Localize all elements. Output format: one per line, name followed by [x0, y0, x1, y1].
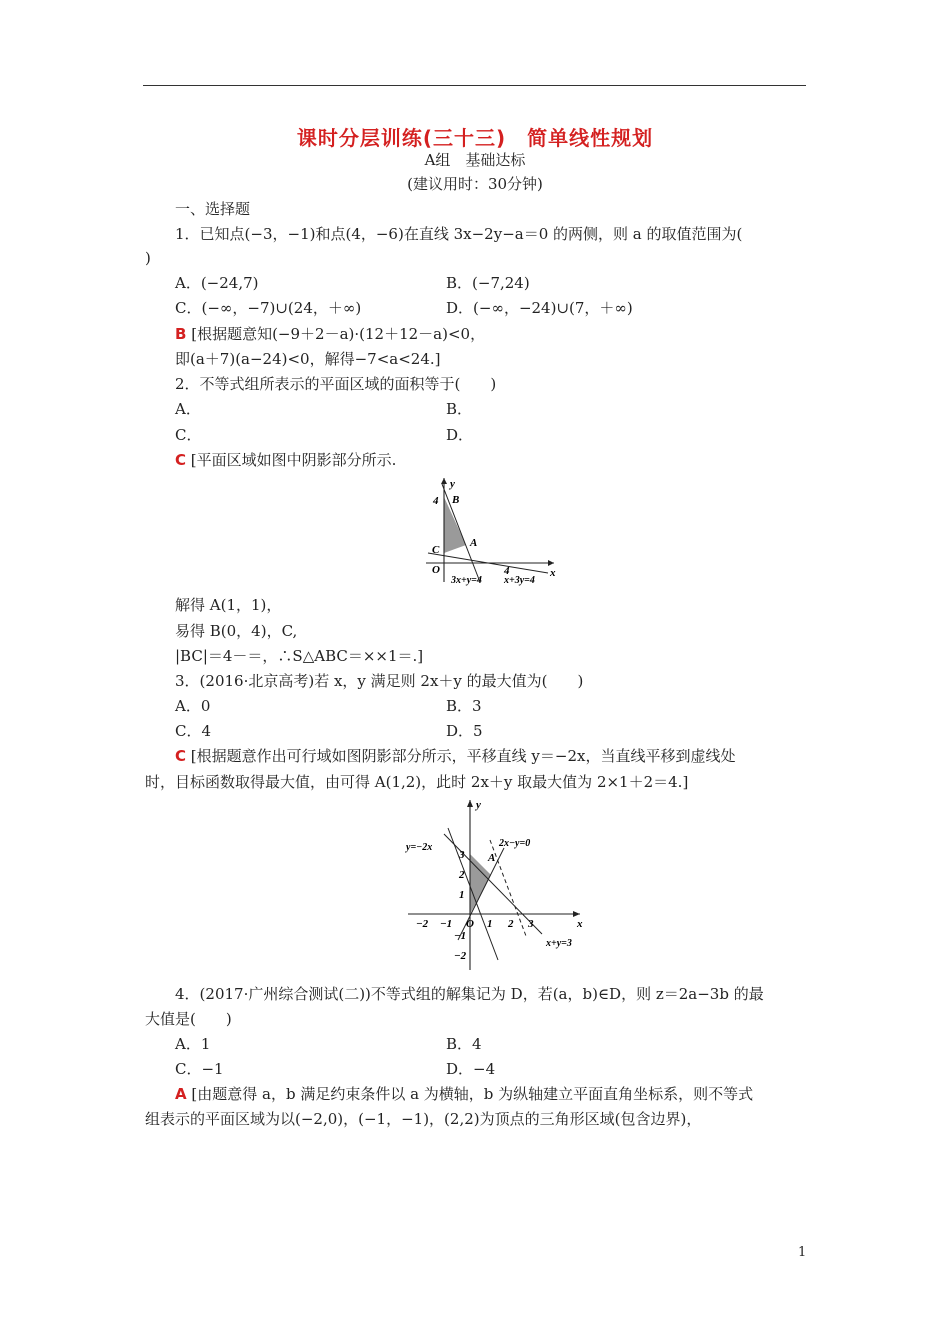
q2-figure: [420, 474, 560, 586]
q3-tick-y: −2: [454, 950, 467, 962]
q3-tick-x: −2: [416, 918, 429, 930]
q2-expl-line3: 易得 B(0，4)，C,: [175, 622, 298, 640]
q3-line-c-label: x+y=3: [546, 938, 572, 949]
q4-expl-line2: 组表示的平面区域为以(−2,0)，(−1，−1)，(2,2)为顶点的三角形区域(包含边界)，: [145, 1110, 702, 1128]
q3-option-b: B．3: [446, 697, 482, 715]
q4-option-c: C．−1: [175, 1060, 224, 1078]
q2-expl-line4: |BC|＝4－＝，∴S△ABC＝××1＝.]: [175, 647, 424, 665]
q3-expl-text: [根据题意作出可行域如图阴影部分所示，平移直线 y＝−2x，当直线平移到虚线处: [190, 747, 736, 765]
q3-label-y: y: [476, 799, 481, 811]
q4-expl-text: [由题意得 a，b 满足约束条件以 a 为横轴，b 为纵轴建立平面直角坐标系，则不等式: [191, 1085, 754, 1103]
q3-option-d: D．5: [446, 722, 483, 740]
q4-stem: 4．(2017·广州综合测试(二))不等式组的解集记为 D，若(a，b)∈D，则 z＝2a−3b 的最: [175, 985, 764, 1003]
q4-option-a: A．1: [175, 1035, 211, 1053]
q1-option-c: C．(−∞，−7)∪(24，＋∞): [175, 299, 362, 317]
q3-tick-x: −1: [440, 918, 453, 930]
q2-label-A: A: [470, 537, 478, 549]
q3-explanation: [175, 746, 735, 766]
q3-stem: 3．(2016·北京高考)若 x，y 满足则 2x＋y 的最大值为( ): [175, 672, 584, 690]
q3-tick-x: 1: [487, 918, 493, 930]
q2-expl-line2: 解得 A(1，1)，: [175, 596, 282, 614]
q3-line-a-label: y=−2x: [406, 842, 433, 853]
q1-option-a: A．(−24,7): [175, 274, 259, 292]
q1-stem-cont: ): [145, 249, 151, 267]
q3-tick-y: 2: [459, 869, 465, 881]
q2-label-x: x: [550, 567, 556, 579]
q3-option-a: A．0: [175, 697, 211, 715]
q2-answer: C: [175, 451, 187, 469]
q2-tick-4y: 4: [433, 495, 439, 507]
q2-tick-4x: 4: [504, 565, 510, 577]
q1-expl-text: [根据题意知(−9＋2－a)·(12＋12－a)<0，: [191, 325, 486, 343]
q4-stem-cont: 大值是( ): [145, 1010, 232, 1028]
q3-label-A: A: [488, 852, 496, 864]
time-note: (建议用时：30分钟): [407, 175, 543, 193]
q3-answer: C: [175, 747, 187, 765]
group-label: A组 基础达标: [424, 151, 526, 169]
q3-tick-x: 3: [528, 918, 534, 930]
q3-line-b-label: 2x−y=0: [499, 838, 531, 849]
q1-option-d: D．(−∞，−24)∪(7，＋∞): [446, 299, 633, 317]
q3-label-x: x: [577, 918, 583, 930]
q2-option-c: C．: [175, 426, 202, 444]
q2-label-C: C: [432, 544, 440, 556]
q2-line1-label: 3x+y=4: [451, 575, 482, 586]
section-heading: 一、选择题: [175, 200, 251, 218]
page-title: 课时分层训练(三十三) 简单线性规划: [296, 126, 654, 150]
q3-label-O: O: [466, 918, 474, 930]
q1-answer: B: [175, 325, 187, 343]
q4-option-b: B．4: [446, 1035, 482, 1053]
q1-stem: 1．已知点(−3，−1)和点(4，−6)在直线 3x−2y−a＝0 的两侧，则 a 的取值范围为(: [175, 225, 743, 243]
q3-figure: [400, 796, 590, 972]
q2-line2-label: x+3y=4: [504, 575, 535, 586]
q2-option-d: D．: [446, 426, 474, 444]
top-rule: [143, 85, 806, 86]
q3-option-c: C．4: [175, 722, 212, 740]
q2-explanation: [175, 450, 396, 470]
q2-label-y: y: [450, 478, 455, 490]
q3-tick-y: −1: [454, 930, 467, 942]
q4-explanation: [175, 1084, 753, 1104]
page-number: 1: [798, 1245, 807, 1260]
q2-stem: 2．不等式组所表示的平面区域的面积等于( ): [175, 375, 497, 393]
q3-expl-line2: 时，目标函数取得最大值，由可得 A(1,2)，此时 2x＋y 取最大值为 2×1＋2＝4.]: [145, 773, 689, 791]
q1-expl-line2: 即(a＋7)(a−24)<0，解得−7<a<24.]: [175, 350, 441, 368]
q3-tick-y: 3: [459, 849, 465, 861]
q3-tick-x: 2: [508, 918, 514, 930]
q1-option-b: B．(−7,24): [446, 274, 530, 292]
q4-answer: A: [175, 1085, 187, 1103]
q2-label-B: B: [452, 494, 460, 506]
q4-option-d: D．−4: [446, 1060, 496, 1078]
q2-option-b: B．: [446, 400, 473, 418]
q1-explanation: [175, 324, 485, 344]
q2-expl-text: [平面区域如图中阴影部分所示.: [190, 451, 397, 469]
q2-label-O: O: [432, 564, 440, 576]
q2-option-a: A．: [175, 400, 201, 418]
q3-tick-y: 1: [459, 889, 465, 901]
